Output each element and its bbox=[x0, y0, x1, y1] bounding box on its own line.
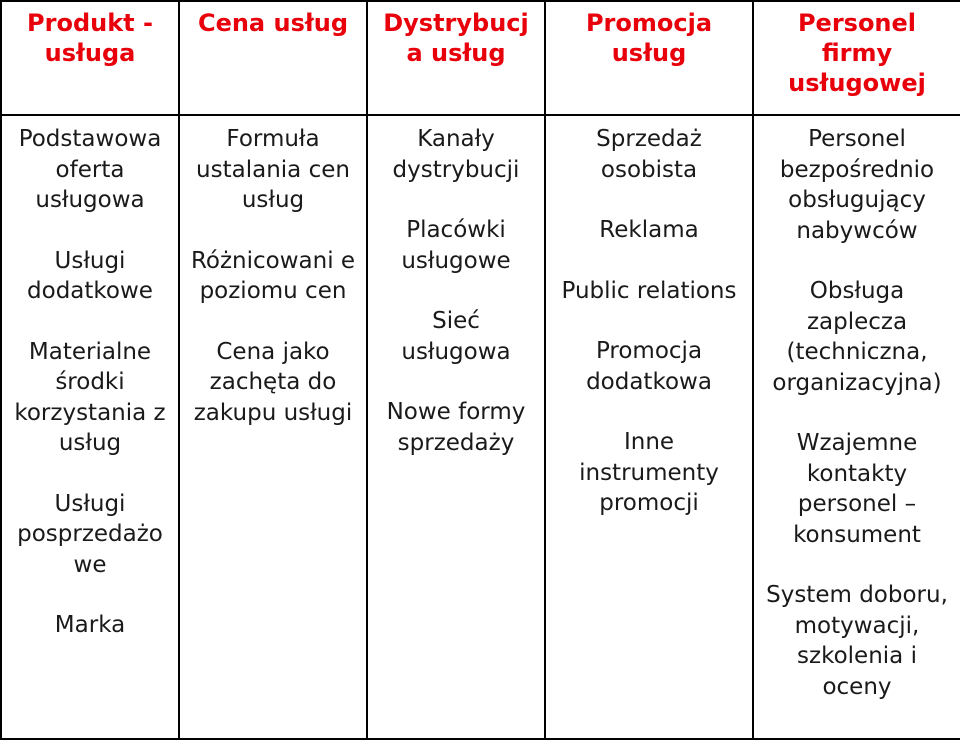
header-personnel: Personel firmy usługowej bbox=[753, 1, 960, 115]
list-item: Różnicowani e poziomu cen bbox=[190, 247, 356, 304]
list-item: Cena jako zachęta do zakupu usługi bbox=[193, 338, 353, 426]
list-item: Reklama bbox=[599, 217, 699, 243]
list-item: Personel bezpośrednio obsługujący nabywców bbox=[779, 126, 935, 244]
list-item: Sieć usługowa bbox=[401, 308, 511, 365]
list-item: Inne instrumenty promocji bbox=[579, 429, 719, 516]
list-item: Kanały dystrybucji bbox=[392, 126, 520, 183]
header-row bbox=[1, 1, 960, 115]
list-item: Podstawowa oferta usługowa bbox=[18, 126, 162, 213]
list-item: Sprzedaż osobista bbox=[596, 126, 702, 183]
list-item: System doboru, motywacji, szkolenia i oceny bbox=[766, 582, 948, 700]
list-item: Materialne środki korzystania z usług bbox=[14, 338, 166, 456]
cell-promotion bbox=[545, 115, 753, 739]
list-item: Usługi dodatkowe bbox=[27, 247, 153, 304]
cell-personnel bbox=[753, 115, 960, 739]
content-row bbox=[1, 115, 960, 739]
cell-product bbox=[1, 115, 179, 739]
cell-distribution bbox=[367, 115, 545, 739]
list-item: Promocja dodatkowa bbox=[586, 338, 712, 395]
list-item: Marka bbox=[54, 612, 126, 638]
list-item: Obsługa zaplecza (techniczna, organizacyjna) bbox=[772, 278, 942, 396]
header-promotion: Promocja usług bbox=[545, 1, 753, 115]
list-item: Nowe formy sprzedaży bbox=[386, 399, 526, 456]
header-price: Cena usług bbox=[179, 1, 367, 115]
list-item: Formuła ustalania cen usług bbox=[196, 126, 350, 213]
header-product: Produkt - usługa bbox=[1, 1, 179, 115]
list-item: Usługi posprzedażo we bbox=[17, 490, 163, 578]
cell-price bbox=[179, 115, 367, 739]
list-item: Placówki usługowe bbox=[401, 217, 511, 274]
list-item: Public relations bbox=[561, 277, 737, 304]
header-distribution: Dystrybucj a usług bbox=[367, 1, 545, 115]
list-item: Wzajemne kontakty personel – konsument bbox=[793, 430, 921, 548]
